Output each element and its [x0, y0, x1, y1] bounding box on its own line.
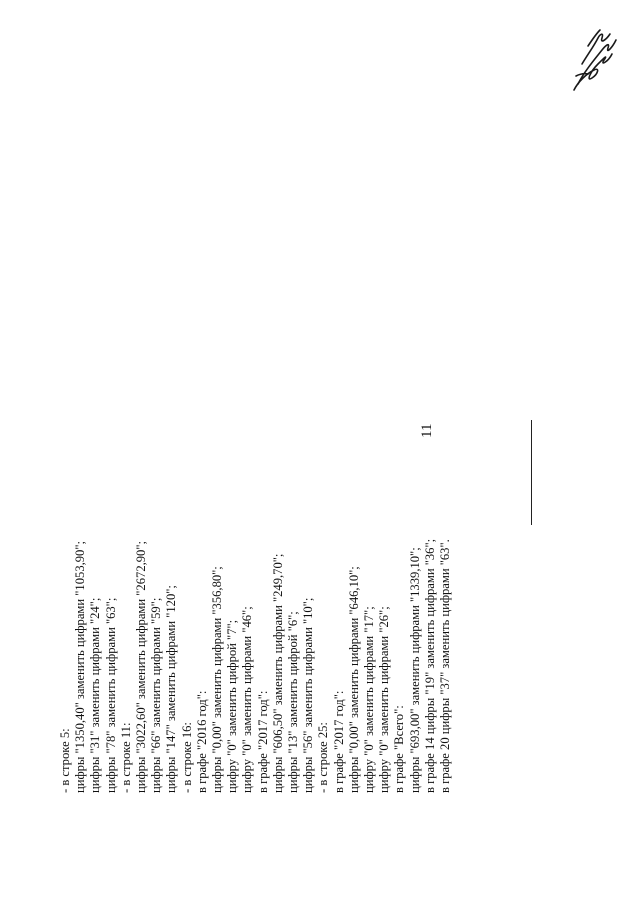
amendment-line: цифры "31" заменить цифрами "24"; — [88, 597, 103, 793]
amendment-line: цифры "606,50" заменить цифрами "249,70"; — [270, 553, 285, 793]
amendment-line: цифры "147" заменить цифрами "120"; — [164, 585, 179, 793]
closing-divider-line — [531, 420, 532, 525]
amendment-list — [58, 539, 453, 793]
column-heading: в графе "2017 год": — [255, 690, 270, 793]
section-heading: - в строке 5: — [58, 728, 72, 793]
amendment-line: цифру "0" заменить цифрами "46"; — [240, 606, 255, 793]
amendment-line: цифры "13" заменить цифрой "6"; — [286, 611, 301, 793]
amendment-line: цифры "0,00" заменить цифрами "646,10"; — [346, 566, 361, 793]
column-heading: в графе "2017 год": — [331, 690, 346, 793]
amendment-line: цифру "0" заменить цифрой "7"; — [225, 619, 240, 793]
amendment-line: цифры "1350,40" заменить цифрами "1053,90"; — [73, 541, 88, 793]
amendment-line: цифры "3022,60" заменить цифрами "2672,90"; — [134, 541, 149, 793]
amendment-line: в графе 14 цифры "19" заменить цифрами "36"; — [422, 538, 437, 793]
amendment-line: цифры "78" заменить цифрами "63"; — [103, 597, 118, 793]
amendment-line: в графе 20 цифры "37" заменить цифрами "63". — [438, 539, 453, 793]
section-heading: - в строке 25: — [316, 722, 331, 793]
page-number: 11 — [419, 423, 435, 438]
amendment-line: цифры "56" заменить цифрами "10"; — [301, 597, 316, 793]
section-heading: - в строке 11: — [118, 722, 133, 793]
column-heading: в графе "2016 год": — [194, 690, 209, 793]
amendment-line: цифры "693,00" заменить цифрами "1339,10"; — [407, 547, 422, 793]
column-heading: в графе "Всего": — [392, 705, 407, 793]
amendment-line: цифры "0,00" заменить цифрами "356,80"; — [210, 566, 225, 793]
amendment-line: цифру "0" заменить цифрами "26"; — [377, 606, 392, 793]
amendment-line: цифру "0" заменить цифрами "17"; — [362, 606, 377, 793]
section-heading: - в строке 16: — [179, 722, 194, 793]
amendment-line: цифры "66" заменить цифрами "59"; — [149, 597, 164, 793]
